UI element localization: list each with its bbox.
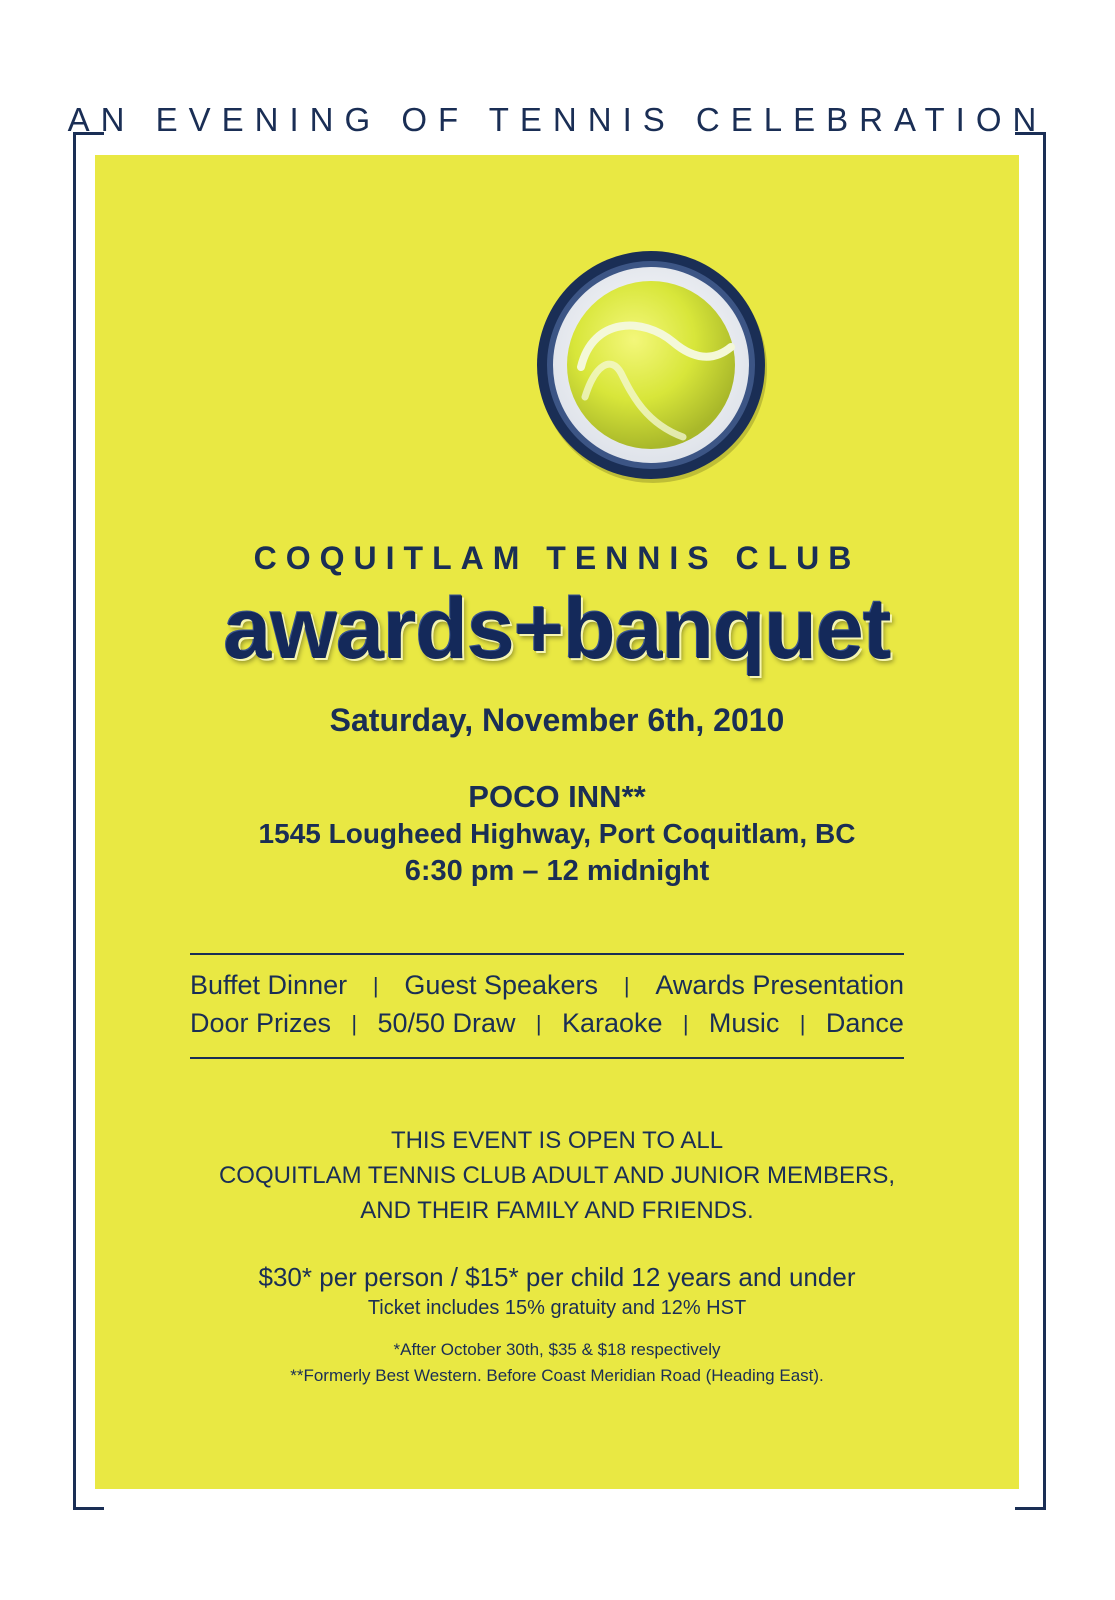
flyer-panel (95, 155, 1019, 1489)
right-frame-bracket (1015, 132, 1046, 1510)
notice-line: AND THEIR FAMILY AND FRIENDS. (360, 1197, 754, 1224)
features-row (190, 1008, 904, 1039)
club-name: COQUITLAM TENNIS CLUB (253, 540, 861, 576)
feature-separator: | (799, 1010, 806, 1036)
feature-separator: | (682, 1010, 689, 1036)
footnote-late-pricing: *After October 30th, $35 & $18 respectively (393, 1340, 721, 1359)
feature-item: Guest Speakers (404, 970, 599, 1000)
ticket-note: Ticket includes 15% gratuity and 12% HST (367, 1297, 747, 1319)
venue-address: 1545 Lougheed Highway, Port Coquitlam, BC (258, 818, 856, 849)
price-line: $30* per person / $15* per child 12 years and under (258, 1262, 856, 1292)
features-row (190, 970, 904, 1001)
notice-line: COQUITLAM TENNIS CLUB ADULT AND JUNIOR MEMBERS, (218, 1162, 896, 1189)
event-time: 6:30 pm – 12 midnight (404, 855, 710, 887)
footnote-venue: **Formerly Best Western. Before Coast Meridian Road (Heading East). (290, 1366, 824, 1385)
feature-separator: | (623, 972, 630, 998)
feature-item: Karaoke (561, 1008, 663, 1038)
feature-separator: | (372, 972, 379, 998)
event-date: Saturday, November 6th, 2010 (329, 702, 785, 738)
feature-separator: | (351, 1010, 358, 1036)
feature-item: Door Prizes (190, 1008, 332, 1038)
feature-item: 50/50 Draw (377, 1008, 516, 1038)
event-title: awards+banquet (223, 581, 891, 677)
venue-name: POCO INN** (468, 779, 646, 814)
event-tagline: AN EVENING OF TENNIS CELEBRATION (67, 101, 1048, 138)
divider-bottom (190, 1057, 904, 1059)
feature-item: Music (708, 1008, 780, 1038)
feature-item: Dance (825, 1008, 904, 1038)
feature-separator: | (535, 1010, 542, 1036)
feature-item: Awards Presentation (655, 970, 904, 1000)
feature-item: Buffet Dinner (190, 970, 348, 1000)
notice-line: THIS EVENT IS OPEN TO ALL (390, 1127, 724, 1154)
tennis-ball-icon (533, 247, 769, 483)
divider-top (190, 953, 904, 955)
eligibility-notice (95, 1123, 1019, 1228)
